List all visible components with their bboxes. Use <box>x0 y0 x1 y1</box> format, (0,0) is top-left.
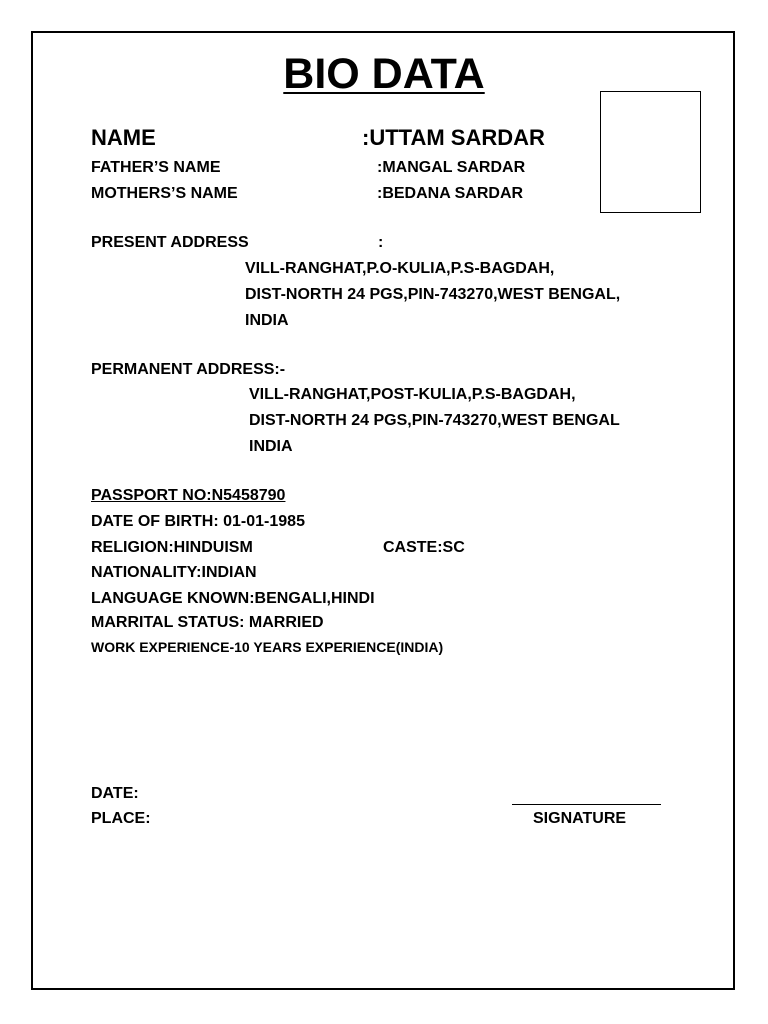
work-experience: WORK EXPERIENCE-10 YEARS EXPERIENCE(INDIA) <box>91 639 444 655</box>
signature-line <box>512 804 661 805</box>
nationality: NATIONALITY:INDIAN <box>91 564 257 581</box>
date-label: DATE: <box>91 785 139 802</box>
name-label: NAME <box>91 125 156 150</box>
present-address-colon: : <box>378 234 384 251</box>
permanent-address-line: VILL-RANGHAT,POST-KULIA,P.S-BAGDAH, <box>249 386 576 403</box>
present-address-label: PRESENT ADDRESS <box>91 234 249 251</box>
page-title: BIO DATA <box>283 50 485 98</box>
place-label: PLACE: <box>91 810 151 827</box>
present-address-line: INDIA <box>245 312 289 329</box>
name-value: :UTTAM SARDAR <box>362 125 545 150</box>
present-address-line: DIST-NORTH 24 PGS,PIN-743270,WEST BENGAL, <box>245 286 621 303</box>
religion: RELIGION:HINDUISM <box>91 539 253 556</box>
permanent-address-label: PERMANENT ADDRESS:- <box>91 361 286 378</box>
permanent-address-line: INDIA <box>249 438 293 455</box>
caste: CASTE:SC <box>383 539 465 556</box>
mother-name-value: :BEDANA SARDAR <box>377 185 524 202</box>
mother-name-label: MOTHERS’S NAME <box>91 185 238 202</box>
permanent-address-line: DIST-NORTH 24 PGS,PIN-743270,WEST BENGAL <box>249 412 620 429</box>
signature-label: SIGNATURE <box>533 810 627 827</box>
date-of-birth: DATE OF BIRTH: 01-01-1985 <box>91 513 305 530</box>
father-name-label: FATHER’S NAME <box>91 159 221 176</box>
marital-status: MARRITAL STATUS: MARRIED <box>91 614 324 631</box>
passport-number: PASSPORT NO:N5458790 <box>91 487 286 504</box>
present-address-line: VILL-RANGHAT,P.O-KULIA,P.S-BAGDAH, <box>245 260 555 277</box>
languages-known: LANGUAGE KNOWN:BENGALI,HINDI <box>91 590 375 607</box>
photo-placeholder-box <box>600 91 701 213</box>
father-name-value: :MANGAL SARDAR <box>377 159 526 176</box>
